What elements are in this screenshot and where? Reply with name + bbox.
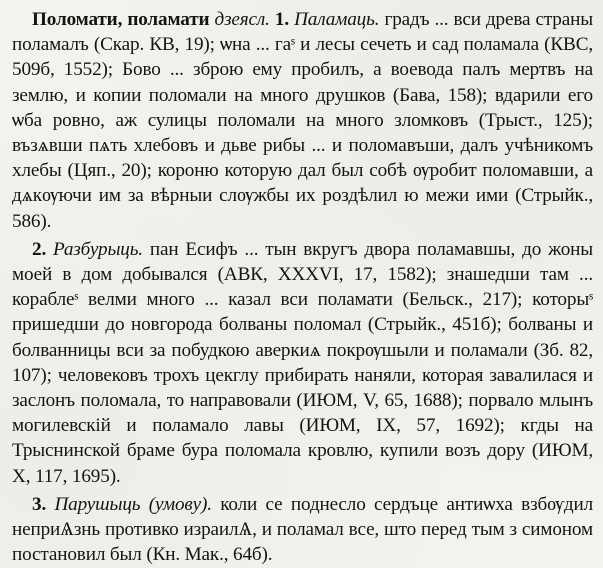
grammar-label: дзеясл. [214, 9, 270, 30]
headword: Поломати, поламати [32, 9, 210, 30]
dictionary-entry-sense-2 [12, 237, 593, 489]
sense-definition-1: Паламаць. [294, 9, 380, 30]
dictionary-entry-sense-1 [12, 7, 593, 234]
sense-number-3: 3. [32, 493, 47, 515]
sense-number-1: 1. [274, 9, 289, 30]
sense-text-1: градъ ... вси древа страны поламалъ (Скар. КВ, 19); ѡна ... гаˢ и лесы сечеть и сад поламала (КВС, 509б, 1552); Бово ... зброю ему пробилъ, а воевода палъ мертвъ на землю, и копии поломали на много друшков (Бава, 158); вдарили его ѡба ровно, аж сулицы поломали на много зломковъ (Трыст., 125); възѧвши пѧть хлебовъ и дьве рибы ... и поломавъши, далъ учѣникомъ хлебы (Цяп., 20); короню которую дал был собѣ ѹробит поломавши, а дѧкѹючи им за вѣрныи слѹжбы их роздѣлил ю межи ими (Стрыйк., 586). [12, 9, 593, 232]
sense-number-2: 2. [32, 238, 47, 260]
dictionary-entry-sense-3 [12, 492, 593, 568]
sense-definition-3: Парушыць (умову). [54, 493, 212, 515]
sense-definition-2: Разбурыць. [53, 238, 143, 260]
sense-text-2: пан Есифъ ... тын вкругъ двора поламавшы, до жоны моей в дом добывался (АВК, XXXVI, 17, 1582); знашедши там ... кораблеˢ велми много ... казал вси поламати (Бельск., 217); которыˢ пришедши до новгорода болваны поломал (Стрыйк., 451б); болваны и болванницы вси за побудкою аверкиѧ покрѹшыли и поламали (Зб. 82, 107); человековъ трохъ цекглу прибирать наняли, которая завалилася и заслонъ поломала, то направовали (ИЮМ, V, 65, 1688); порвало млынъ могилевскій и поламало лавы (ИЮМ, IX, 57, 1692); кгды на Трыснинской браме бура поломала кровлю, купили возъ дору (ИЮМ, X, 117, 1695). [12, 238, 594, 487]
sense-text-3: коли се поднесло сердъце антиѡха взбѹдил неприѦзнь противко израилѦ, и поламал все, што перед тым з симоном постановил был (Кн. Мак., 64б). [12, 493, 593, 566]
